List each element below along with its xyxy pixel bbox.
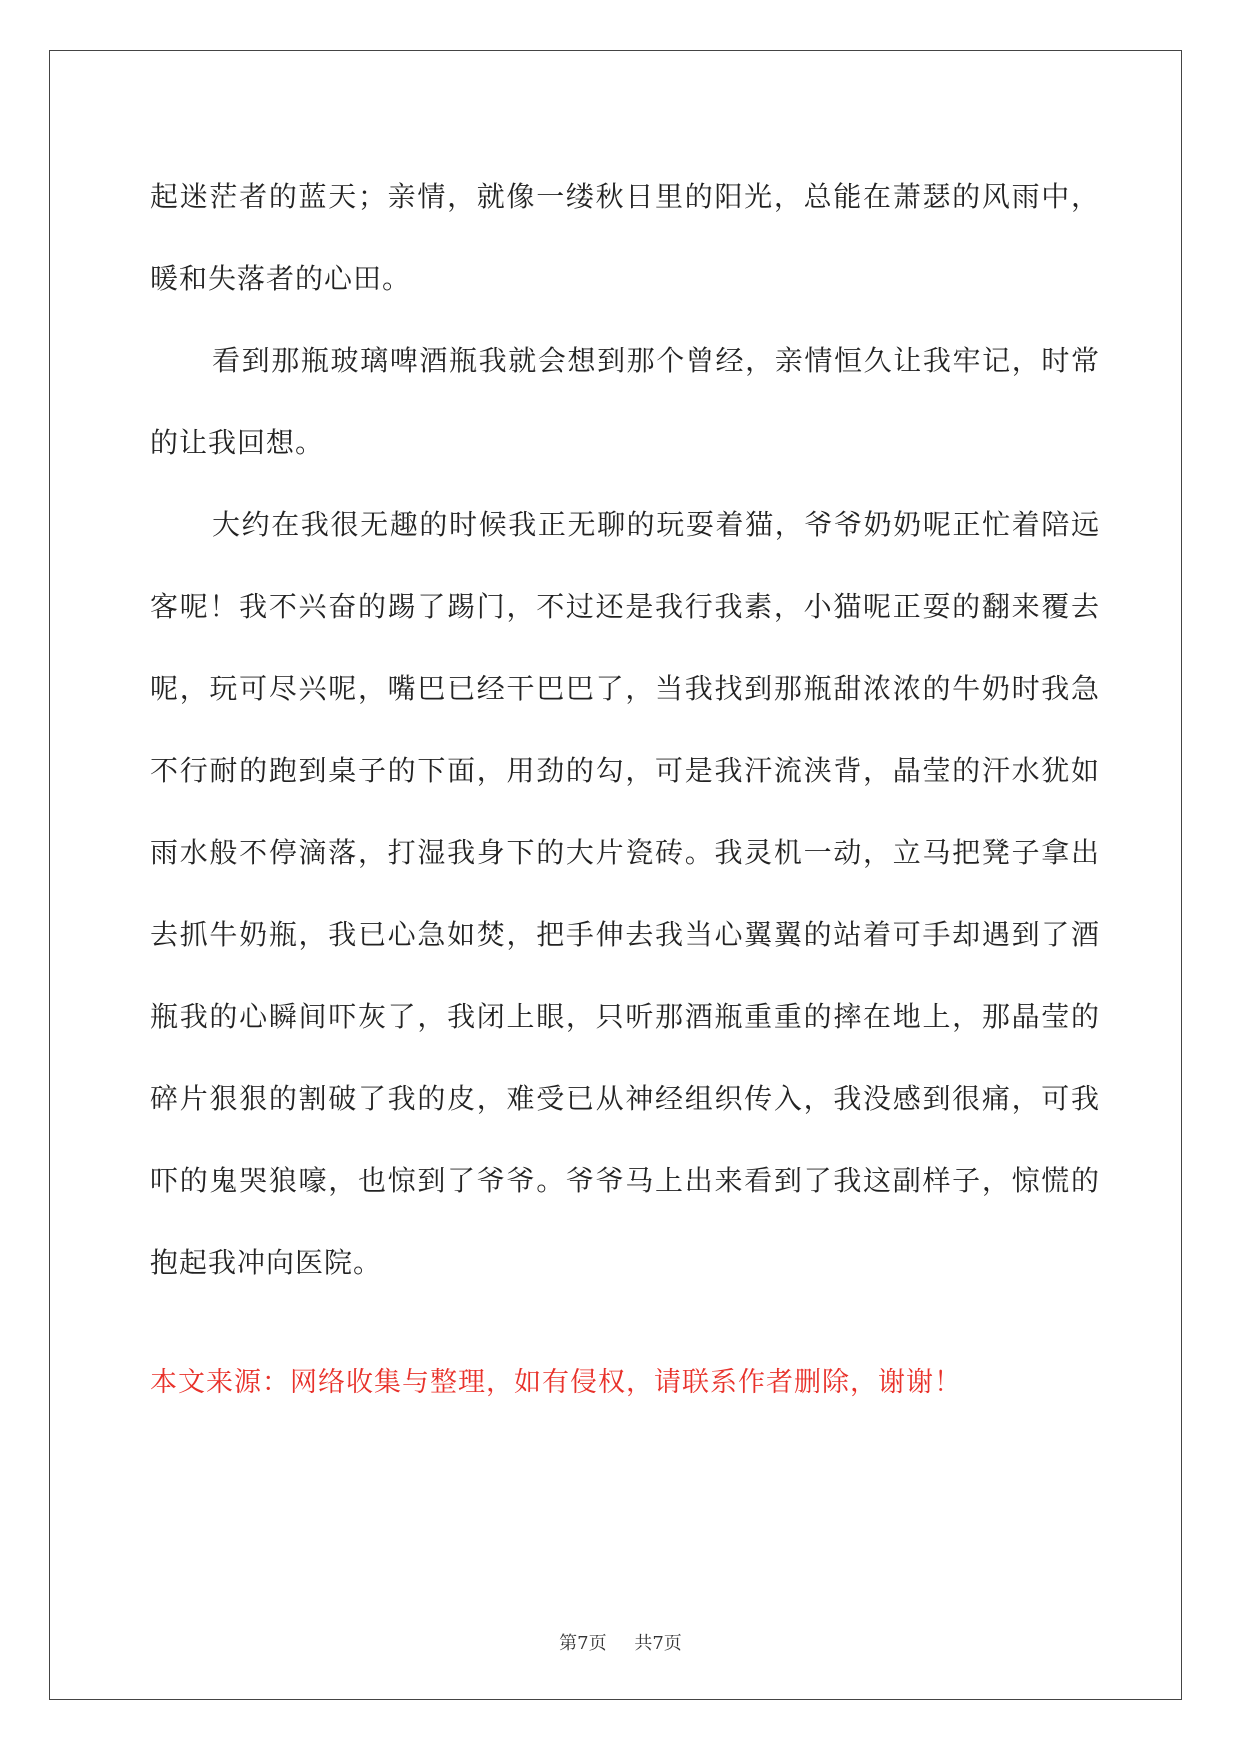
paragraph-3: 大约在我很无趣的时候我正无聊的玩耍着猫，爷爷奶奶呢正忙着陪远客呢！我不兴奋的踢了踢门，不过还是我行我素，小猫呢正耍的翻来覆去呢，玩可尽兴呢，嘴巴已经干巴巴了，当我找到那瓶甜浓浓的牛奶时我急不行耐的跑到桌子的下面，用劲的勾，可是我汗流浃背，晶莹的汗水犹如雨水般不停滴落，打湿我身下的大片瓷砖。我灵机一动，立马把凳子拿出去抓牛奶瓶，我已心急如焚，把手伸去我当心翼翼的站着可手却遇到了酒瓶我的心瞬间吓灰了，我闭上眼，只听那酒瓶重重的摔在地上，那晶莹的碎片狠狠的割破了我的皮，难受已从神经组织传入，我没感到很痛，可我吓的鬼哭狼嚎，也惊到了爷爷。爷爷马上出来看到了我这副样子，惊慌的抱起我冲向医院。 — [150, 508, 1100, 1279]
page-number: 第7页 — [559, 1633, 607, 1654]
document-body — [150, 156, 1100, 1304]
paragraph-1: 起迷茫者的蓝天；亲情，就像一缕秋日里的阳光，总能在萧瑟的风雨中，暖和失落者的心田。 — [150, 180, 1100, 295]
paragraph-2: 看到那瓶玻璃啤酒瓶我就会想到那个曾经，亲情恒久让我牢记，时常的让我回想。 — [150, 344, 1100, 459]
source-note: 本文来源：网络收集与整理，如有侵权，请联系作者删除，谢谢！ — [150, 1367, 962, 1398]
page-footer — [0, 1632, 1241, 1656]
page-total: 共7页 — [634, 1633, 682, 1654]
